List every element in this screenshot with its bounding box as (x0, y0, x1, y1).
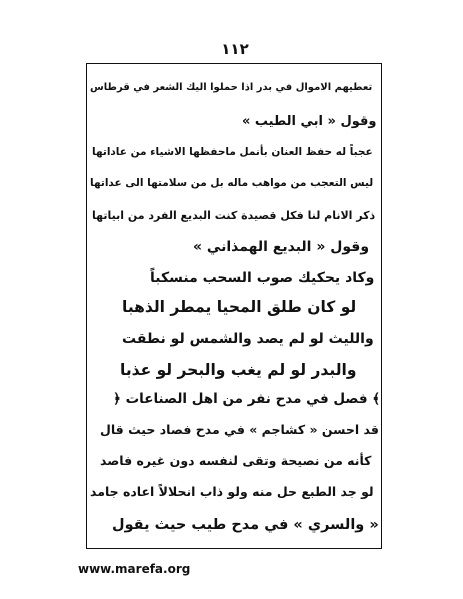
text-line: والليث لو لم يصد والشمس لو نطقت (122, 331, 374, 347)
text-line: ذكر الانام لنا فكل قصيدة كنت البديع الفرد من ابياتها (92, 209, 376, 222)
text-line: كأنه من نصيحة وتقى لنفسه دون غيره فاصد (100, 453, 372, 468)
text-line: وقول « البديع الهمذاني » (193, 239, 370, 255)
text-line: لو كان طلق المحيا يمطر الذهبا (122, 298, 357, 316)
page-number: ١١٢ (221, 40, 249, 58)
text-line: « والسري » في مدح طيب حيث يقول (112, 517, 379, 533)
text-line: وقول « ابي الطيب » (242, 114, 377, 129)
text-line: لو جد الطبع حل منه ولو ذاب انحلالاً اعاده جامد (90, 484, 374, 499)
text-line: والبدر لو لم يغب والبحر لو عذبا (120, 361, 357, 379)
section-heading: ﴾ فصل في مدح نفر من اهل الصناعات ﴿ (113, 391, 381, 407)
footer-url: www.marefa.org (78, 562, 191, 576)
text-line: قد احسن « كشاجم » في مدح فصاد حيث قال (100, 422, 379, 437)
text-line: تعطيهم الاموال في بدر اذا حملوا اليك الشعر في قرطاس (90, 82, 373, 93)
text-line: ليس التعجب من مواهب ماله بل من سلامتها الى عداتها (90, 177, 374, 189)
text-line: عجباً له حفظ العنان بأنمل ماحفظها الاشياء من عاداتها (92, 146, 373, 158)
text-line: وكاد يحكيك صوب السحب منسكباً (150, 270, 375, 286)
